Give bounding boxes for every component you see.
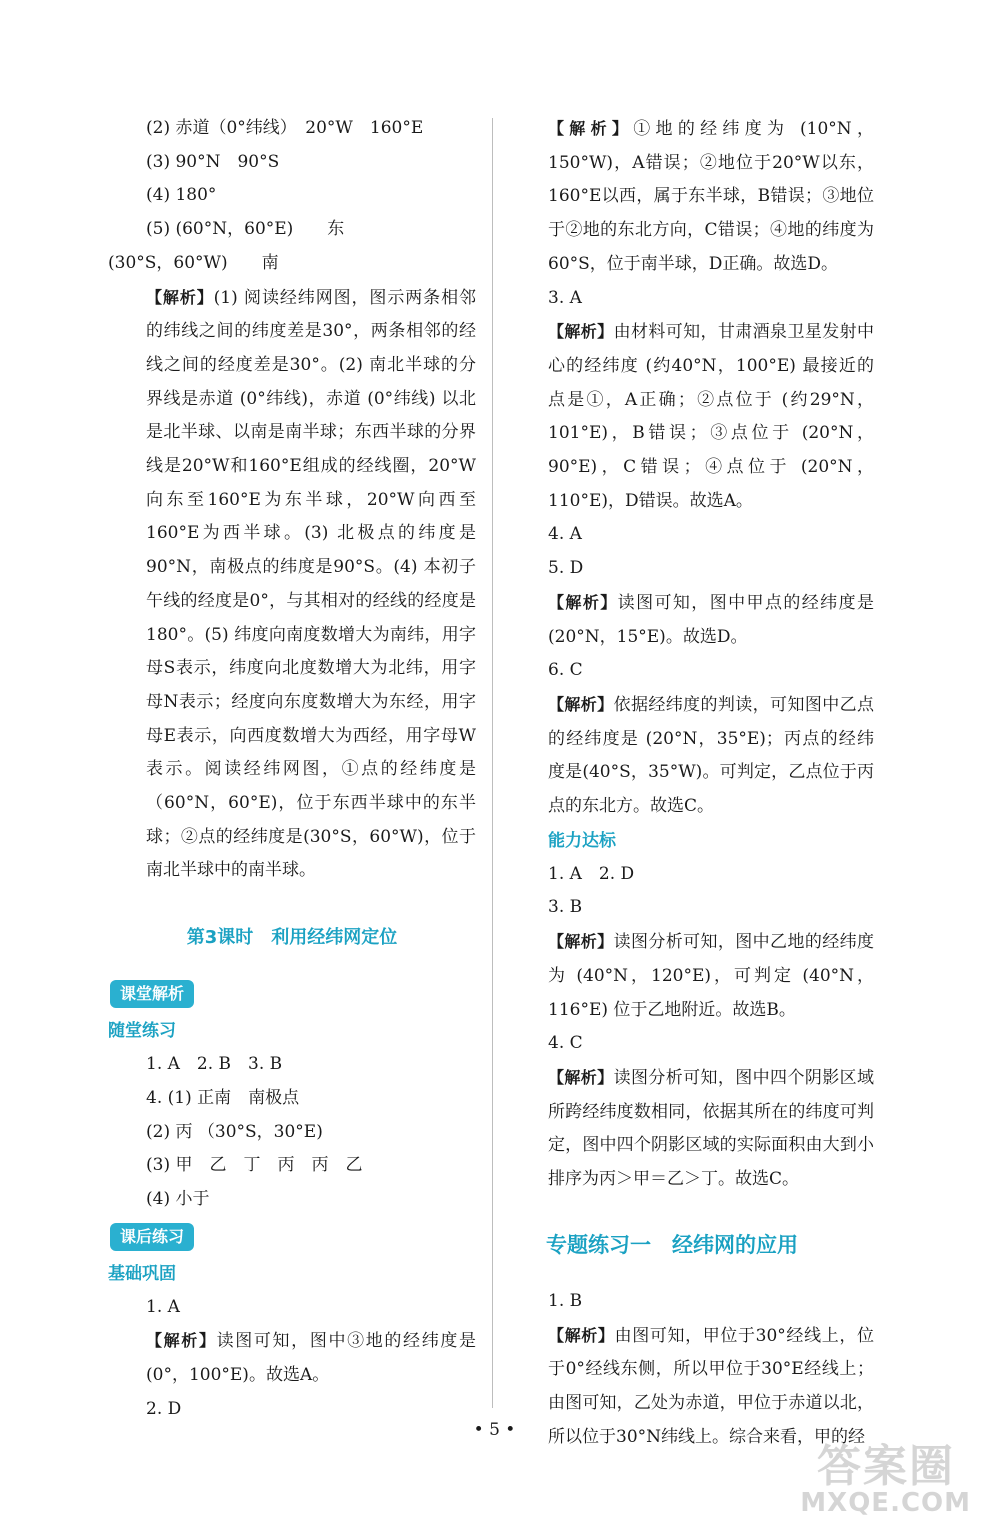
analysis-tag: 【解析】 [548,322,614,342]
answer-line: 1. A 2. D [548,863,635,884]
analysis-paragraph [510,112,874,282]
analysis-paragraph [510,688,874,824]
subheading-basics: 基础巩固 [108,1263,176,1284]
analysis-text: 读图分析可知，图中四个阴影区域所跨经纬度数相同，依据其所在的纬度可判定，图中四个阴影区域的实际面积由大到小排序为丙＞甲＝乙＞丁。故选C。 [548,1067,874,1190]
answer-line: 1. A 2. B 3. B [146,1054,283,1075]
analysis-text: 读图可知，图中甲点的经纬度是(20°N，15°E)。故选D。 [548,592,874,647]
topic-title: 专题练习一 经纬网的应用 [546,1232,798,1257]
answer-line: 1. A [146,1296,180,1317]
answer-line: (3) 90°N 90°S [146,151,280,172]
subheading-ability: 能力达标 [548,830,616,851]
left-column [108,112,476,1427]
analysis-paragraph [510,925,874,1027]
analysis-tag: 【解析】 [548,1067,614,1087]
analysis-text: 读图分析可知，图中乙地的经纬度为 (40°N，120°E)，可判定 (40°N，116°E) 位于乙地附近。故选B。 [548,932,874,1020]
analysis-text: (1) 阅读经纬网图，图示两条相邻的纬线之间的纬度差是30°，两条相邻的经线之间的经度差是30°。(2) 南北半球的分界线是赤道 (0°纬线)，赤道 (0°纬线) 以北是北半球、以南是南半球；东西半球的分界线是20°W和160°E组成的经线圈，20°W向东至160°E为东半球，20°W向西至160°E为西半球。(3) 北极点的纬度是90°N，南极点的纬度是90°S。(4) 本初子午线的经度是0°，与其相对的经线的经度是180°。(5) 纬度向南度数增大为南纬，用字母S表示，纬度向北度数增大为北纬，用字母N表示；经度向东度数增大为东经，用字母E表示，向西度数增大为西经，用字母W表示。阅读经纬网图，①点的经纬度是（60°N，60°E)，位于东西半球中的东半球；②点的经纬度是(30°S，60°W)，位于南北半球中的南半球。 [146,287,476,881]
answer-line: 4. (1) 正南 南极点 [146,1087,300,1108]
answer-line: 3. B [548,897,583,918]
analysis-tag: 【解析】 [548,932,614,952]
answer-line: 1. B [548,1290,583,1311]
section-chip-homework: 课后练习 [110,1223,194,1251]
analysis-text: 由材料可知，甘肃酒泉卫星发射中心的经纬度 (约40°N，100°E) 最接近的点是①，A正确；②点位于 (约29°N，101°E)，B错误；③点位于 (20°N，90°E)，C错误；④点位于 (20°N，110°E)，D错误。故选A。 [548,322,874,511]
answer-line: (2) 赤道（0°纬线） 20°W 160°E [146,118,424,138]
analysis-text: 依据经纬度的判读，可知图中乙点的经纬度是 (20°N，35°E)；丙点的经纬度是(40°S，35°W)。可判定，乙点位于丙点的东北方。故选C。 [548,694,874,817]
right-column [510,112,874,1454]
lesson-title: 第3课时 利用经纬网定位 [186,927,398,949]
analysis-tag: 【解析】 [548,1325,615,1345]
analysis-paragraph [108,281,476,889]
analysis-paragraph [510,315,874,518]
answer-line: 5. D [548,558,584,579]
answer-line: (4) 小于 [146,1188,210,1209]
answer-line: (30°S，60°W) 南 [108,252,279,273]
page-number: • 5 • [473,1420,516,1440]
answer-line: (4) 180° [146,185,217,206]
answer-line: (3) 甲 乙 丁 丙 丙 乙 [146,1155,363,1176]
answer-line: 6. C [548,660,583,681]
analysis-paragraph [108,1324,476,1392]
analysis-tag: 【解析】 [146,1331,217,1351]
answer-line: 3. A [548,287,582,308]
analysis-text: 由图可知，甲位于30°经线上，位于0°经线东侧，所以甲位于30°E经线上；由图可知，乙处为赤道，甲位于赤道以北，所以位于30°N纬线上。综合来看，甲的经 [548,1325,874,1447]
answer-line: (5) (60°N，60°E) 东 [146,219,345,240]
answer-line: 2. D [146,1398,182,1419]
section-chip-classroom: 课堂解析 [110,980,194,1008]
analysis-paragraph [510,1061,874,1197]
watermark-text: 答案圈 [817,1441,955,1492]
subheading-practice: 随堂练习 [108,1021,176,1042]
analysis-text: 读图可知，图中③地的经纬度是 (0°，100°E)。故选A。 [146,1331,476,1386]
analysis-text: ①地的经纬度为 (10°N，150°W)，A错误；②地位于20°W以东，160°E以西，属于东半球，B错误；③地位于②地的东北方向，C错误；④地的纬度为60°S，位于南半球，D正确。故选D。 [548,119,874,274]
analysis-tag: 【解析】 [146,287,214,307]
column-divider [492,118,493,1408]
analysis-paragraph [510,586,874,654]
watermark-logo [800,1430,975,1530]
analysis-tag: 【解析】 [548,694,614,714]
answer-line: 4. C [548,1033,583,1054]
answer-line: (2) 丙 （30°S，30°E) [146,1121,323,1142]
analysis-tag: 【解析】 [548,592,618,612]
watermark-url: MXQE.COM [800,1488,971,1518]
analysis-tag: 【解析】 [548,119,634,138]
answer-line: 4. A [548,524,582,545]
